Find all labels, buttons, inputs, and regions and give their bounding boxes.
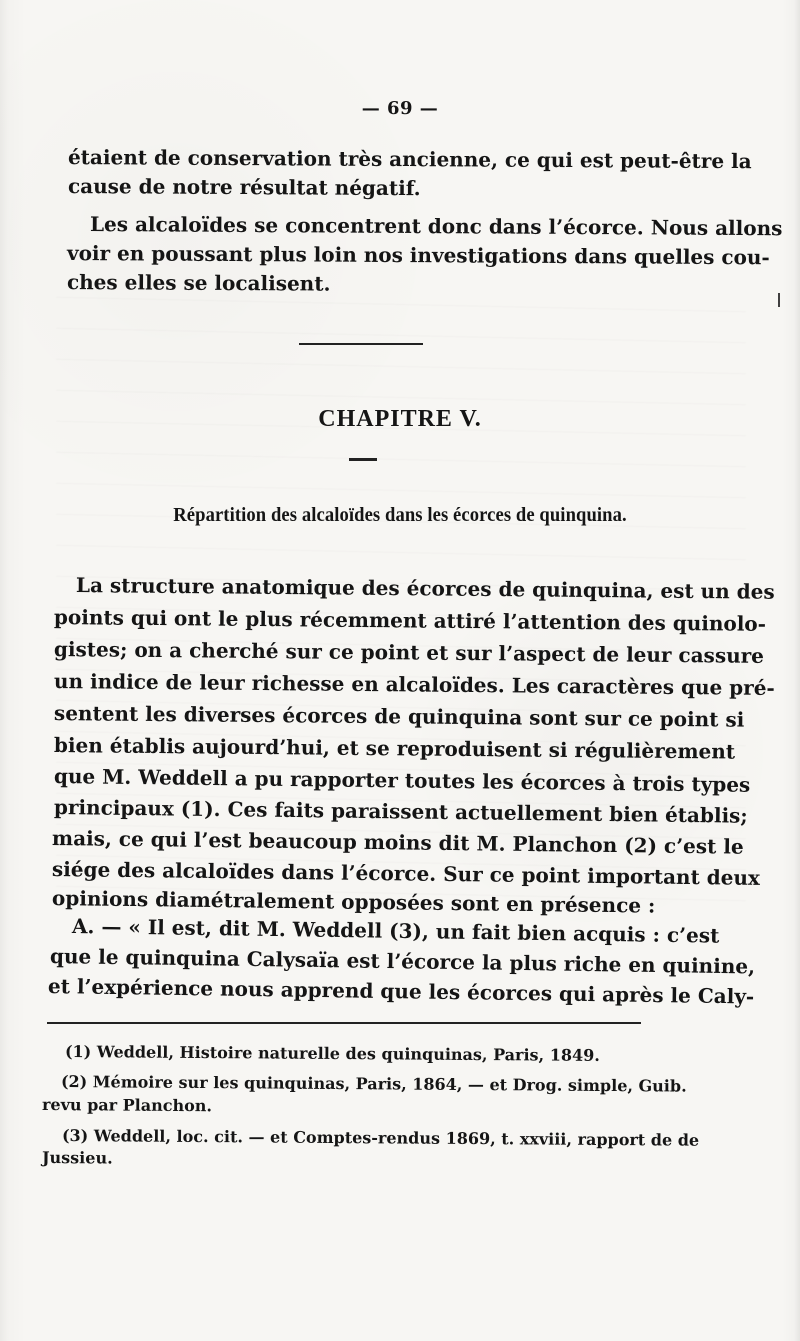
body-line-7: que M. Weddell a pu rapporter toutes les écorces à trois types bbox=[53, 764, 751, 797]
body-line-14: et l’expérience nous apprend que les écorces qui après le Caly- bbox=[47, 974, 755, 1009]
body-line-5: sentent les diverses écorces de quinquina sont sur ce point si bbox=[53, 701, 745, 732]
opening-line-1: étaient de conservation très ancienne, ce qui est peut-être la bbox=[67, 145, 752, 174]
margin-mark bbox=[778, 293, 780, 307]
opening-line-5: ches elles se localisent. bbox=[66, 270, 331, 296]
chapter-title: CHAPITRE V. bbox=[318, 406, 482, 432]
top-divider-rule bbox=[299, 343, 423, 345]
section-title: Répartition des alcaloïdes dans les écorces de quinquina. bbox=[173, 504, 627, 526]
body-line-2: points qui ont le plus récemment attiré l’attention des quinolo- bbox=[53, 605, 767, 636]
footnote-2-continuation: revu par Planchon. bbox=[41, 1095, 213, 1116]
opening-line-3: Les alcaloïdes se concentrent donc dans l’écorce. Nous allons bbox=[89, 212, 783, 241]
page-number: — 69 — bbox=[361, 98, 439, 119]
body-line-10: siége des alcaloïdes dans l’écorce. Sur ce point important deux bbox=[51, 857, 761, 890]
body-line-1: La structure anatomique des écorces de quinquina, est un des bbox=[75, 573, 775, 604]
body-line-9: mais, ce qui l’est beaucoup moins dit M. Planchon (2) c’est le bbox=[51, 826, 744, 859]
body-line-12: A. — « Il est, dit M. Weddell (3), un fait bien acquis : c’est bbox=[71, 914, 720, 948]
body-line-8: principaux (1). Ces faits paraissent actuellement bien établis; bbox=[53, 795, 748, 828]
body-line-11: opinions diamétralement opposées sont en présence : bbox=[51, 886, 656, 918]
opening-line-4: voir en poussant plus loin nos investigations dans quelles cou- bbox=[66, 241, 770, 270]
body-line-3: gistes; on a cherché sur ce point et sur l’aspect de leur cassure bbox=[53, 637, 765, 668]
footnote-1: (1) Weddell, Histoire naturelle des quinquinas, Paris, 1849. bbox=[64, 1042, 600, 1065]
footnote-divider-rule bbox=[47, 1022, 641, 1024]
footnote-3: (3) Weddell, loc. cit. — et Comptes-rendus 1869, t. xxviii, rapport de de bbox=[61, 1126, 700, 1150]
footnote-2: (2) Mémoire sur les quinquinas, Paris, 1864, — et Drog. simple, Guib. bbox=[60, 1072, 687, 1096]
body-line-4: un indice de leur richesse en alcaloïdes. Les caractères que pré- bbox=[53, 669, 775, 700]
opening-line-2: cause de notre résultat négatif. bbox=[67, 174, 421, 201]
body-line-6: bien établis aujourd’hui, et se reproduisent si régulièrement bbox=[53, 733, 736, 764]
body-line-13: que le quinquina Calysaïa est l’écorce la plus riche en quinine, bbox=[49, 944, 756, 979]
chapter-divider-rule bbox=[349, 458, 377, 461]
footnote-3-continuation: Jussieu. bbox=[41, 1148, 113, 1168]
